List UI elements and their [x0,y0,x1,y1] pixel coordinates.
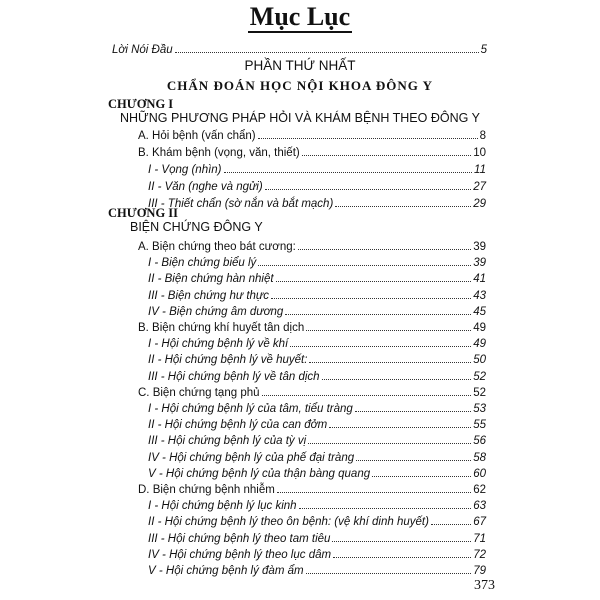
dot-leader [302,155,471,156]
toc-entry-text: I - Biện chứng biểu lý [148,257,257,270]
toc-entry [148,286,486,302]
toc-entry-text: V - Hội chứng bệnh lý đàm ẩm [148,565,304,577]
chapter-1-label: CHƯƠNG I [108,97,174,111]
dot-leader [265,189,472,190]
page-number: 373 [474,578,495,593]
dot-leader [333,557,471,558]
toc-entry-page: 58 [473,451,486,464]
toc-entry-page: 11 [474,164,486,176]
toc-entry [148,512,486,528]
toc-entry-page: 71 [473,532,486,545]
toc-entry [148,464,486,480]
dot-leader [175,52,479,53]
toc-entry-text: II - Hội chứng bệnh lý về huyết: [148,354,308,367]
toc-entry-page: 10 [473,147,486,159]
dot-leader [356,460,471,461]
toc-entry-page: 39 [473,241,486,253]
toc-entry [148,177,486,193]
toc-entry-page: 52 [473,370,486,383]
toc-entry-page: 50 [473,354,486,367]
toc-entry-text: A. Hỏi bệnh (vấn chẩn) [138,130,256,142]
toc-entry-text: D. Biện chứng bệnh nhiễm [138,484,275,496]
toc-entry [148,431,486,447]
dot-leader [258,265,471,266]
toc-entry [148,350,486,366]
toc-entry [138,143,486,159]
toc-entry-page: 43 [473,289,486,302]
dot-leader [431,524,471,525]
toc-entry [148,545,486,561]
toc-entry-text: II - Hội chứng bệnh lý theo ôn bệnh: (vệ khí dinh huyết) [148,516,429,529]
dot-leader [309,362,471,363]
toc-entry-page: 8 [479,130,486,142]
toc-entry-page: 62 [473,484,486,496]
dot-leader [335,206,471,207]
toc-entry-page: 72 [473,548,486,561]
toc-entry-text: IV - Biện chứng âm dương [148,305,284,318]
dot-leader [258,138,478,139]
toc-entry-text: II - Văn (nghe và ngửi) [148,181,263,193]
toc-entry-page: 60 [473,467,486,480]
toc-entry-page: 29 [473,198,486,210]
toc-entry-page: 52 [473,386,486,399]
toc-entry [148,448,486,464]
toc-entry-text: III - Thiết chẩn (sờ nắn và bắt mạch) [148,198,334,210]
part-name: CHẨN ĐOÁN HỌC NỘI KHOA ĐÔNG Y [166,78,434,93]
toc-entry-page: 41 [473,273,486,286]
toc-entry [148,399,486,415]
toc-entry-text: A. Biện chứng theo bát cương: [138,241,296,253]
dot-leader [262,395,472,396]
page-title [0,2,600,32]
dot-leader [271,298,471,299]
toc-entry-page: 63 [473,500,486,513]
part-label: PHẦN THỨ NHẤT [244,58,356,73]
toc-entry-preface [112,40,487,56]
toc-entry [148,334,486,350]
toc-entry-text: Lời Nói Đầu [112,44,173,56]
dot-leader [306,330,471,331]
dot-leader [277,492,471,493]
toc-entry-page: 55 [473,419,486,432]
page-title-text: Mục Lục [249,2,351,31]
dot-leader [299,508,472,509]
dot-leader [285,314,471,315]
toc-entry [148,415,486,431]
toc-entry-page: 53 [473,403,486,415]
dot-leader [306,573,472,574]
toc-entry-text: I - Vọng (nhìn) [148,164,222,176]
toc-entry [138,480,486,496]
toc-entry [138,383,486,399]
toc-entry [148,253,486,269]
toc-entry-page: 49 [473,322,486,334]
toc-entry-text: I - Hội chứng bệnh lý lục kinh [148,500,297,513]
dot-leader [276,281,472,282]
toc-entry [138,318,486,334]
toc-entry-text: I - Hội chứng bệnh lý của tâm, tiểu tràng [148,403,353,415]
toc-entry [138,126,486,142]
toc-entry-text: I - Hội chứng bệnh lý về khí [148,338,289,351]
chapter-2-title: BIỆN CHỨNG ĐÔNG Y [130,220,263,234]
toc-entry-page: 5 [480,44,487,56]
toc-entry-text: C. Biện chứng tạng phủ [138,386,260,399]
toc-entry-text: IV - Hội chứng bệnh lý theo lục dâm [148,548,332,561]
toc-entry-page: 39 [473,257,486,270]
toc-entry [148,302,486,318]
dot-leader [298,249,471,250]
toc-entry [148,561,486,577]
dot-leader [332,541,471,542]
toc-entry-text: II - Hội chứng bệnh lý của can đởm [148,419,328,432]
chapter-2-label: CHƯƠNG II [108,206,179,220]
toc-entry [148,269,486,285]
toc-entry [148,529,486,545]
toc-entry-page: 79 [473,565,486,577]
dot-leader [308,443,471,444]
dot-leader [372,476,471,477]
toc-entry-page: 49 [473,338,486,351]
toc-entry-page: 27 [473,181,486,193]
dot-leader [329,427,471,428]
toc-entry-text: III - Hội chứng bệnh lý của tỳ vị [148,435,307,448]
dot-leader [322,379,472,380]
toc-entry-text: IV - Hội chứng bệnh lý của phế đại tràng [148,451,355,464]
toc-entry-text: III - Hội chứng bệnh lý về tân dịch [148,370,320,383]
toc-entry-text: III - Biện chứng hư thực [148,289,269,302]
toc-entry-text: B. Khám bệnh (vọng, văn, thiết) [138,147,300,159]
toc-entry [148,160,486,176]
toc-entry [148,367,486,383]
chapter-1-title: NHỮNG PHƯƠNG PHÁP HỎI VÀ KHÁM BỆNH THEO ĐÔNG Y [120,111,480,125]
toc-entry-text: B. Biện chứng khí huyết tân dịch [138,322,305,334]
dot-leader [224,172,473,173]
toc-entry-text: II - Biện chứng hàn nhiệt [148,273,274,286]
dot-leader [355,411,471,412]
toc-entry [148,194,486,210]
toc-entry [138,237,486,253]
toc-entry [148,496,486,512]
toc-entry-page: 45 [473,305,486,318]
toc-entry-text: V - Hội chứng bệnh lý của thận bàng quang [148,467,371,480]
dot-leader [290,346,471,347]
toc-entry-page: 67 [473,516,486,529]
toc-entry-text: III - Hội chứng bệnh lý theo tam tiêu [148,532,331,545]
toc-entry-page: 56 [473,435,486,448]
